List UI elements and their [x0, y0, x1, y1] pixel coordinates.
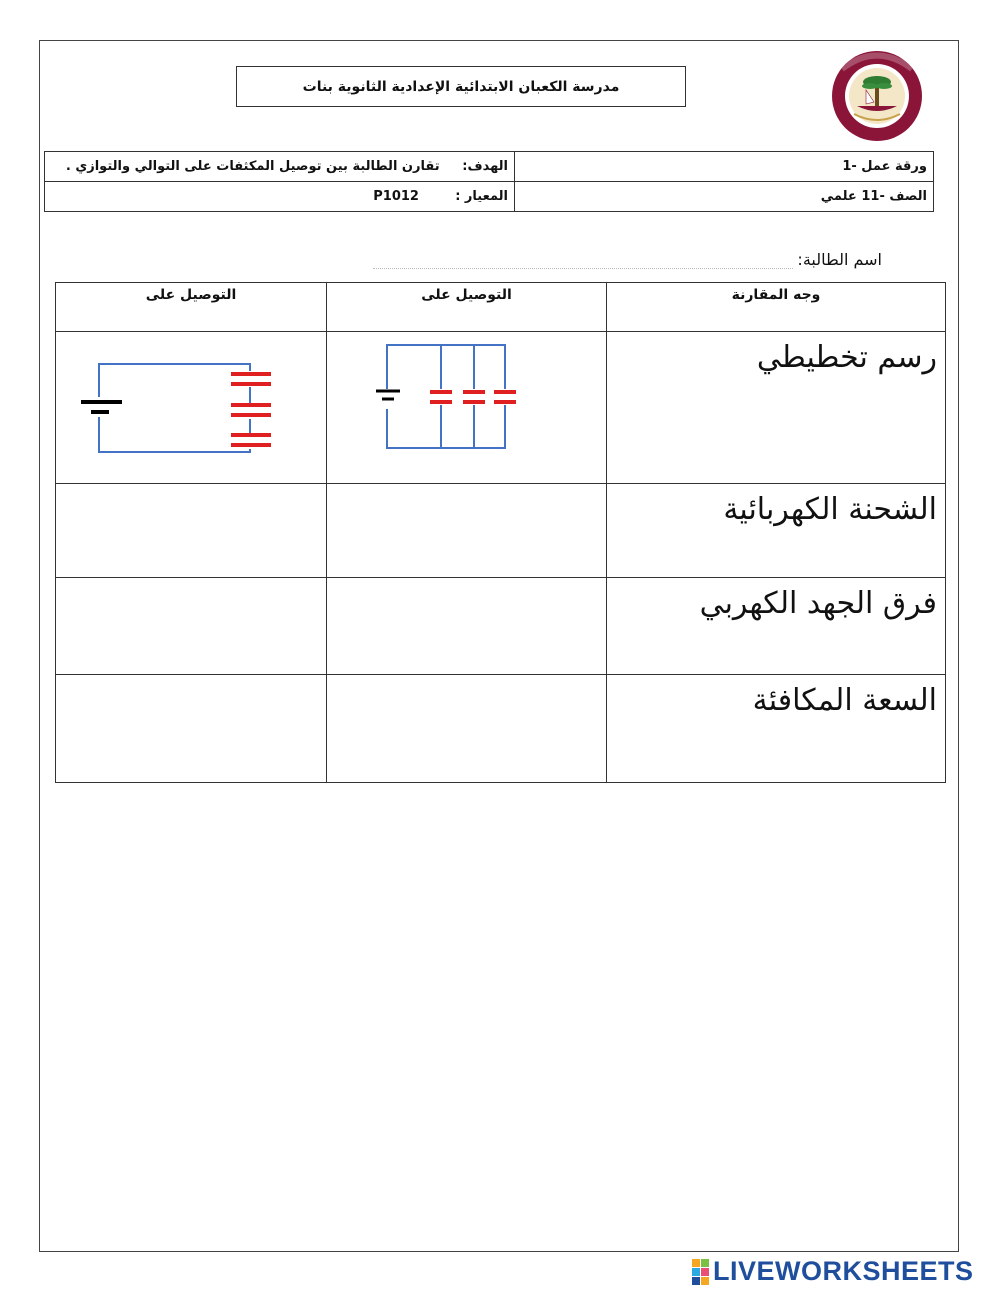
- standard-label: المعيار :: [455, 189, 508, 204]
- answer-cell[interactable]: [56, 675, 327, 783]
- goal-label: الهدف:: [462, 159, 508, 174]
- answer-cell[interactable]: [327, 578, 607, 675]
- worksheet-label: ورقة عمل -1: [842, 159, 927, 174]
- answer-cell[interactable]: [327, 675, 607, 783]
- standard-code: P1012: [373, 189, 419, 204]
- parallel-circuit-diagram: [326, 333, 606, 483]
- row-label-voltage: فرق الجهد الكهربي: [607, 578, 946, 675]
- capacitor-icon: [231, 433, 271, 449]
- battery-icon: [81, 397, 122, 417]
- qatar-ministry-logo: [822, 44, 932, 144]
- series-wires: [99, 364, 250, 452]
- brand-text: LIVEWORKSHEETS: [713, 1256, 974, 1286]
- capacitor-icon: [430, 389, 452, 405]
- capacitor-icon: [231, 403, 271, 419]
- parallel-diagram-cell: [327, 332, 607, 484]
- battery-icon: [376, 389, 400, 409]
- table-row: [56, 484, 946, 578]
- row-label-capacitance: السعة المكافئة: [607, 675, 946, 783]
- series-diagram-cell: [56, 332, 327, 484]
- goal-text: تقارن الطالبة بين توصيل المكثفات على التوالي والتوازي .: [65, 159, 440, 174]
- answer-cell[interactable]: [56, 484, 327, 578]
- header-connection-1: التوصيل على: [327, 283, 607, 332]
- liveworksheets-brand[interactable]: [692, 1256, 974, 1287]
- grade-label: الصف -11 علمي: [820, 189, 927, 204]
- school-name: مدرسة الكعبان الابتدائية الإعدادية الثانوية بنات: [302, 78, 620, 95]
- row-label-charge: الشحنة الكهربائية: [607, 484, 946, 578]
- student-name-field[interactable]: [373, 254, 793, 269]
- capacitor-icon: [494, 389, 516, 405]
- table-row: [56, 578, 946, 675]
- info-table: [44, 151, 934, 212]
- row-label-diagram: رسم تخطيطي: [607, 332, 946, 484]
- table-header-row: [56, 283, 946, 332]
- header-comparison: وجه المقارنة: [607, 283, 946, 332]
- student-name-line: [373, 250, 882, 269]
- student-name-label: اسم الطالبة:: [797, 250, 882, 269]
- standard-cell: [45, 182, 515, 212]
- answer-cell[interactable]: [56, 578, 327, 675]
- worksheet-cell: [515, 152, 934, 182]
- answer-cell[interactable]: [327, 484, 607, 578]
- series-circuit-diagram: [55, 333, 326, 483]
- table-row: [56, 332, 946, 484]
- capacitor-icon: [231, 371, 271, 387]
- table-row: [56, 675, 946, 783]
- comparison-table: [55, 282, 946, 783]
- header-connection-2: التوصيل على: [56, 283, 327, 332]
- school-name-box: [236, 66, 686, 107]
- goal-cell: [45, 152, 515, 182]
- capacitor-icon: [463, 389, 485, 405]
- grade-cell: [515, 182, 934, 212]
- liveworksheets-logo-icon: [692, 1259, 709, 1285]
